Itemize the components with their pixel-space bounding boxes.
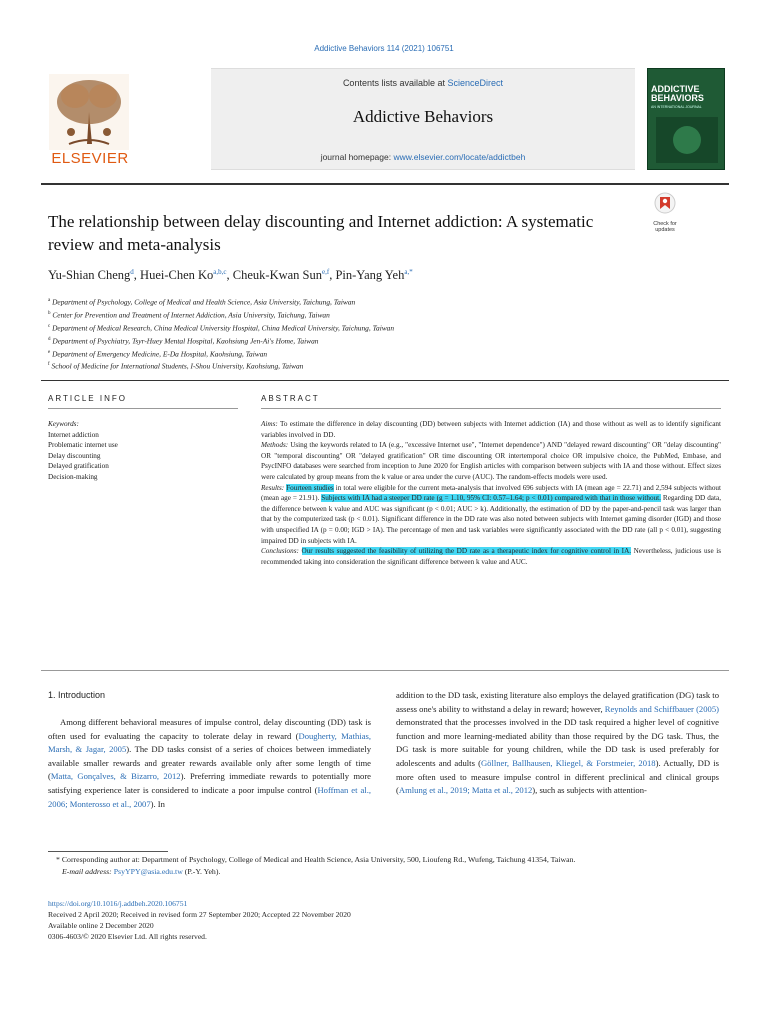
- aims-text: To estimate the difference in delay discounting (DD) between subjects with Internet addiction (IA) and those without as well as to identify significant variables involved in DD.: [261, 420, 721, 439]
- citation-link[interactable]: Reynolds and Schiffbauer (2005): [604, 703, 719, 714]
- author-list: Yu-Shian Cheng$^d$, Huei-Chen Ko$^{a,b,c}$, Cheuk-Kwan Sun$^{e,f}$, Pin-Yang Yeh$^{a,*}$: [48, 268, 413, 283]
- abstract-heading: ABSTRACT: [261, 394, 320, 403]
- intro-text: ), such as subjects with attention-: [532, 785, 647, 796]
- article-title: The relationship between delay discounting and Internet addiction: A systematic review and meta-analysis: [48, 212, 594, 254]
- affiliation-item: [48, 321, 668, 334]
- header-divider: [41, 183, 729, 185]
- affil-key: b: [48, 310, 51, 316]
- footnote-rule: [48, 851, 168, 852]
- affiliation-item: [48, 308, 668, 321]
- publication-details: [48, 898, 720, 942]
- author-name[interactable]: Huei-Chen Ko: [140, 268, 214, 283]
- highlight-conclusions[interactable]: Our results suggested the feasibility of utilizing the DD rate as a therapeutic index for cognitive control in IA.: [301, 547, 632, 556]
- intro-text: ). Preferring immediate rewards to potentially more satisfying experience later is considered to indicate a poor impulse control (: [48, 771, 372, 795]
- highlight-results-2[interactable]: Subjects with IA had a steeper DD rate (g = 1.10, 95% CI: 0.57–1.64; p < 0.01) compared with that in those without.: [321, 494, 661, 503]
- copyright: 0306-4603/© 2020 Elsevier Ltd. All rights reserved.: [48, 932, 207, 941]
- citation-link[interactable]: Matta, Gonçalves, & Bizarro, 2012: [50, 771, 181, 782]
- sciencedirect-link[interactable]: ScienceDirect: [447, 78, 504, 88]
- info-divider: [41, 380, 729, 381]
- intro-column-right: [396, 689, 719, 798]
- available-online: Available online 2 December 2020: [48, 921, 154, 930]
- affil-key: e: [48, 349, 51, 355]
- elsevier-wordmark: ELSEVIER: [51, 150, 129, 167]
- affiliation-item: [48, 347, 668, 360]
- keyword-item: Problematic internet use: [48, 441, 118, 450]
- doi-link[interactable]: https://doi.org/10.1016/j.addbeh.2020.106751: [48, 899, 188, 908]
- intro-text: demonstrated that the processes involved in the DD task required a higher level of cognitive function and more learning-mediated ability than those required by the DG task. Thus, the DG task is more suitable for young children, while the DD task is used preferably for adolescents and adults (: [396, 717, 719, 768]
- article-info-rule: [48, 408, 238, 409]
- author-affil-sup[interactable]: d: [130, 268, 134, 276]
- citation-link[interactable]: Hoffman et al., 2006; Monterosso et al., 2007: [48, 784, 371, 809]
- cover-art: [656, 117, 718, 163]
- check-updates-label: Check for updates: [653, 221, 677, 233]
- keyword-item: Delay discounting: [48, 451, 101, 460]
- cover-subtitle: AN INTERNATIONAL JOURNAL: [651, 105, 702, 109]
- citation-link[interactable]: Göllner, Ballhausen, Kliegel, & Forstmeier, 2018: [480, 757, 656, 768]
- affil-key: f: [48, 362, 50, 368]
- corresponding-text: * Corresponding author at: Department of Psychology, College of Medical and Health Science, Asia University, 500, Lioufeng Rd., Wufeng, Taichung 41354, Taiwan.: [56, 855, 576, 864]
- conclusions-text: Nevertheless, judicious use is recommended taking into consideration the significant difference between k value and AUC.: [261, 547, 722, 566]
- results-label: Results:: [261, 483, 285, 492]
- abstract-end-rule: [41, 670, 729, 671]
- citation-link[interactable]: Dougherty, Mathias, Marsh, & Jagar, 2005: [48, 730, 371, 755]
- methods-label: Methods:: [261, 441, 289, 450]
- affil-text: Department of Medical Research, China Medical University Hospital, China Medical University, Taichung, Taiwan: [52, 323, 395, 333]
- highlight-results-1[interactable]: Fourteen studies: [286, 483, 334, 492]
- affil-text: Center for Prevention and Treatment of Internet Addiction, Asia University, Taichung, Taiwan: [52, 310, 330, 320]
- received-dates: Received 2 April 2020; Received in revised form 27 September 2020; Accepted 22 November 2020: [48, 910, 351, 919]
- cover-title: ADDICTIVE BEHAVIORS: [651, 84, 704, 103]
- keyword-item: Internet addiction: [48, 430, 99, 439]
- affiliation-item: [48, 295, 668, 308]
- email-label: E-mail address:: [62, 867, 112, 876]
- author-name[interactable]: Cheuk-Kwan Sun: [232, 268, 322, 283]
- aims-label: Aims:: [261, 420, 278, 428]
- check-updates-icon: [654, 192, 676, 214]
- keyword-item: Decision-making: [48, 472, 98, 481]
- corresponding-author-note: [48, 854, 720, 878]
- abstract-methods: [261, 440, 721, 482]
- abstract-results: [261, 483, 721, 547]
- author-name[interactable]: Pin-Yang Yeh: [335, 268, 405, 283]
- affil-text: Department of Psychiatry, Tsyr-Huey Mental Hospital, Kaohsiung Jen-Ai's Home, Taiwan: [52, 336, 319, 346]
- results-text-2: Regarding DD data, the difference between k value and AUC was significant (p < 0.01; AUC > k). Additionally, the estimation of DD by the paper-and-pencil task was larger than that by the computerized task (p < 0.01). Significant difference in the DD rate was also noted between subjects with Internet gaming disorder (IGD) and those with unspecified IA (p = 0.00; IGD > IA). The percentage of men and task variables were significantly associated with the DD rate (all p < 0.01), suggesting impaired DD in subjects with IA.: [261, 494, 721, 545]
- journal-banner: [41, 68, 729, 178]
- intro-text: Among different behavioral measures of impulse control, delay discounting (DD) task is often used for evaluating the capacity to tolerate delay in reward (: [48, 717, 371, 741]
- journal-info-box: [211, 68, 635, 170]
- author-affil-sup[interactable]: a,*: [404, 268, 413, 276]
- contents-prefix: Contents lists available at: [342, 78, 445, 88]
- journal-title: Addictive Behaviors: [352, 107, 494, 126]
- contents-line: [211, 78, 635, 88]
- affiliations: [48, 295, 668, 372]
- keywords-block: [48, 419, 228, 483]
- affil-text: Department of Psychology, College of Medical and Health Science, Asia University, Taichung, Taiwan: [52, 297, 356, 307]
- abstract-aims: [261, 419, 721, 440]
- journal-cover[interactable]: [647, 68, 725, 170]
- introduction-heading: 1. Introduction: [48, 690, 106, 700]
- email-suffix: (P.-Y. Yeh).: [182, 867, 221, 876]
- affil-key: c: [48, 323, 51, 329]
- homepage-link[interactable]: www.elsevier.com/locate/addictbeh: [393, 152, 526, 162]
- journal-citation[interactable]: Addictive Behaviors 114 (2021) 106751: [314, 44, 454, 53]
- intro-text: addition to the DD task, existing literature also employs the delayed gratification (DG) task to assess one's ability to withstand a delay in reward; however,: [396, 690, 719, 714]
- author-affil-sup[interactable]: e,f: [322, 268, 330, 276]
- affil-text: School of Medicine for International Students, I-Shou University, Kaohsiung, Taiwan: [51, 361, 304, 371]
- abstract-body: [261, 419, 721, 567]
- keywords-label: Keywords:: [48, 420, 79, 428]
- author-name[interactable]: Yu-Shian Cheng: [48, 268, 131, 283]
- conclusions-label: Conclusions:: [261, 547, 299, 556]
- methods-text: Using the keywords related to IA (e.g., "excessive Internet use", "Internet dependence") AND "delayed reward discounting" OR "delay discounting" OR "temporal discounting" OR "delayed gratification" OR time discounting OR intertemporal choice OR impulsive choice, the PubMed, Embase, and PsycINFO databases were searched from inception to June 2020 for English articles with comparison between subjects with IA and those without. Effect sizes were calculated by group means from the k value or area under the curve (AUC). The random-effects models were used.: [261, 441, 721, 481]
- abstract-conclusions: [261, 546, 721, 567]
- intro-text: ). The DD tasks consist of a series of choices between immediately available smaller rewards and greater rewards available only after some length of time (: [48, 744, 371, 782]
- citation-link[interactable]: Amlung et al., 2019; Matta et al., 2012: [398, 785, 533, 796]
- journal-homepage: [211, 152, 635, 162]
- homepage-prefix: journal homepage:: [320, 152, 392, 162]
- affil-key: a: [48, 298, 51, 303]
- author-affil-sup[interactable]: a,b,c: [213, 268, 227, 276]
- intro-text: ). Actually, DD is more often used to measure impulse control in different preclinical and clinical groups (: [396, 757, 719, 796]
- keyword-item: Delayed gratification: [48, 462, 109, 471]
- affiliation-item: [48, 359, 668, 372]
- check-for-updates-button[interactable]: [648, 192, 682, 233]
- email-link[interactable]: PsyYPY@asia.edu.tw: [113, 867, 183, 876]
- abstract-rule: [261, 408, 721, 409]
- affiliation-item: [48, 334, 668, 347]
- affil-text: Department of Emergency Medicine, E-Da Hospital, Kaohsiung, Taiwan: [52, 348, 268, 358]
- affil-key: d: [48, 336, 51, 342]
- article-info-heading: ARTICLE INFO: [48, 394, 127, 403]
- results-text-1: in total were eligible for the current meta-analysis that involved 696 subjects with IA (mean age = 22.71) and 2,594 subjects without (mean age = 21.91).: [261, 483, 721, 503]
- intro-column-left: [48, 716, 371, 811]
- intro-text: ). In: [150, 798, 165, 809]
